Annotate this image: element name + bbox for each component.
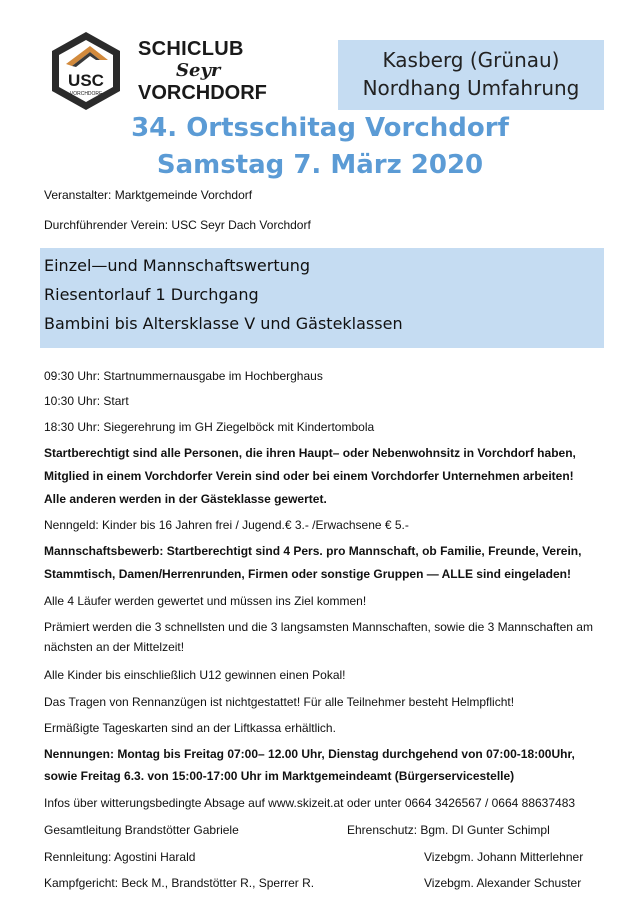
usc-emblem-icon [50, 30, 122, 112]
official-right: Vizebgm. Alexander Schuster [424, 876, 582, 890]
highlight-item: Bambini bis Altersklasse V und Gästeklassen [44, 314, 403, 333]
info-line: Infos über witterungsbedingte Absage auf www.skizeit.at oder unter 0664 3426567 / 0664 88637483 [44, 796, 576, 810]
prizes-line: Prämiert werden die 3 schnellsten und die 3 langsamsten Mannschaften, sowie die 3 Mannschaften am [44, 620, 593, 634]
location-line2: Nordhang Umfahrung [362, 76, 580, 100]
fee-line: Nenngeld: Kinder bis 16 Jahren frei / Jugend.€ 3.- /Erwachsene € 5.- [44, 518, 409, 532]
helmet-line: Das Tragen von Rennanzügen ist nichtgestattet! Für alle Teilnehmer besteht Helmpflicht! [44, 695, 515, 709]
club-name-line2: Seyr [176, 60, 221, 81]
eligibility-line: Startberechtigt sind alle Personen, die ihren Haupt– oder Nebenwohnsitz in Vorchdorf haben, [44, 446, 576, 460]
club-name-line1: SCHICLUB [138, 38, 244, 60]
club-logo [50, 30, 290, 120]
tickets-line: Ermäßigte Tageskarten sind an der Liftkassa erhältlich. [44, 721, 336, 735]
eligibility-line: Mitglied in einem Vorchdorfer Verein sind oder bei einem Vorchdorfer Unternehmen arbeiten! [44, 469, 574, 483]
registration-line: sowie Freitag 6.3. von 15:00-17:00 Uhr im Marktgemeindeamt (Bürgerservicestelle) [44, 769, 515, 783]
official-right: Ehrenschutz: Bgm. DI Gunter Schimpl [347, 823, 550, 837]
prizes-line: nächsten an der Mittelzeit! [44, 640, 185, 654]
team-line: Mannschaftsbewerb: Startberechtigt sind 4 Pers. pro Mannschaft, ob Familie, Freunde, Verein, [44, 544, 582, 558]
schedule-item: 09:30 Uhr: Startnummernausgabe im Hochberghaus [44, 369, 323, 383]
emblem-text: USC [68, 71, 104, 90]
organizer-line: Veranstalter: Marktgemeinde Vorchdorf [44, 188, 253, 202]
kids-line: Alle Kinder bis einschließlich U12 gewinnen einen Pokal! [44, 668, 346, 682]
official-left: Kampfgericht: Beck M., Brandstötter R., Sperrer R. [44, 876, 315, 890]
event-title: 34. Ortsschitag Vorchdorf [131, 113, 509, 143]
schedule-item: 18:30 Uhr: Siegerehrung im GH Ziegelböck mit Kindertombola [44, 420, 375, 434]
eligibility-line: Alle anderen werden in der Gästeklasse gewertet. [44, 492, 327, 506]
highlight-item: Einzel—und Mannschaftswertung [44, 256, 311, 275]
rule-line: Alle 4 Läufer werden gewertet und müssen ins Ziel kommen! [44, 594, 367, 608]
official-left: Gesamtleitung Brandstötter Gabriele [44, 823, 239, 837]
club-line: Durchführender Verein: USC Seyr Dach Vorchdorf [44, 218, 311, 232]
schedule-item: 10:30 Uhr: Start [44, 394, 129, 408]
official-left: Rennleitung: Agostini Harald [44, 850, 196, 864]
official-right: Vizebgm. Johann Mitterlehner [424, 850, 584, 864]
event-date: Samstag 7. März 2020 [156, 150, 484, 180]
location-box [338, 40, 604, 110]
team-line: Stammtisch, Damen/Herrenrunden, Firmen oder sonstige Gruppen — ALLE sind eingeladen! [44, 567, 571, 581]
location-line1: Kasberg (Grünau) [382, 48, 560, 72]
emblem-subtext: VORCHDORF [69, 91, 103, 97]
registration-line: Nennungen: Montag bis Freitag 07:00– 12.00 Uhr, Dienstag durchgehend von 07:00-18:00Uhr, [44, 747, 575, 761]
highlight-item: Riesentorlauf 1 Durchgang [44, 285, 259, 304]
highlights-box [40, 248, 604, 348]
club-name-line3: VORCHDORF [138, 82, 267, 104]
